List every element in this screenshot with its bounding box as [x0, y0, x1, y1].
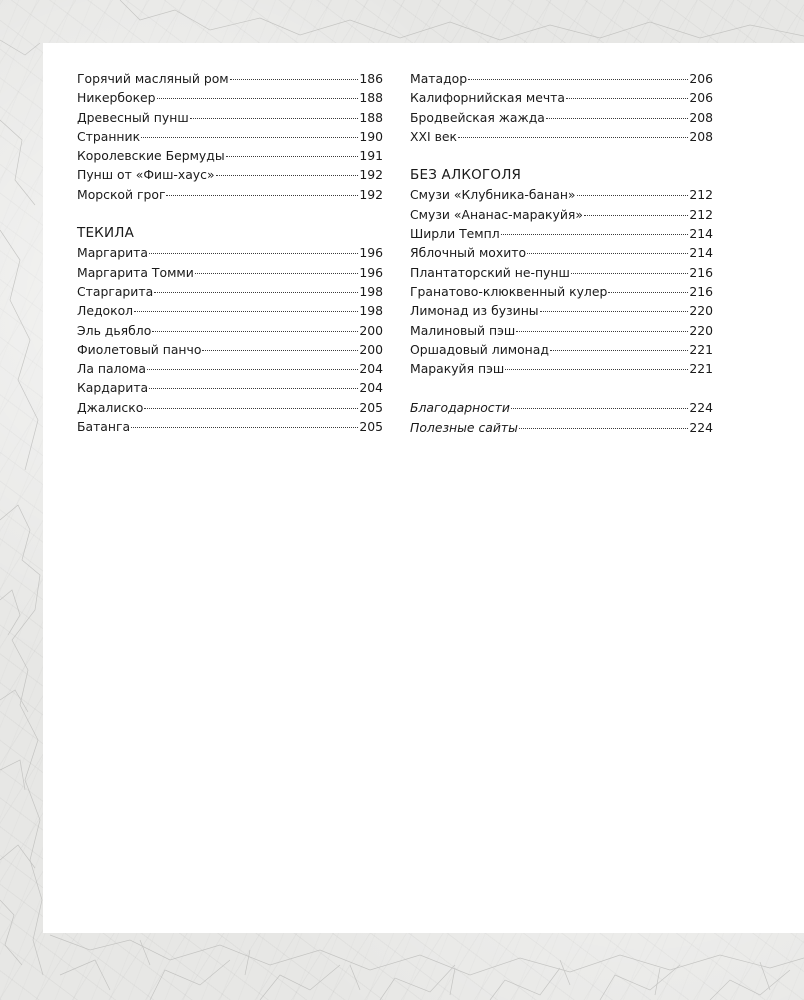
toc-entry: [77, 88, 383, 107]
toc-section-back-matter: [410, 398, 713, 437]
toc-entry-title: Морской грог: [77, 186, 166, 202]
toc-entry: [410, 282, 713, 301]
section-heading: ТЕКИЛА: [77, 225, 135, 242]
toc-entry-title: Фиолетовый панчо: [77, 341, 202, 357]
toc-entry-page: 206: [689, 71, 713, 86]
toc-entry: [77, 243, 383, 262]
dot-leader: [608, 292, 688, 293]
toc-entry-page: 220: [689, 322, 713, 338]
toc-entry: [410, 263, 713, 282]
toc-entry: [77, 378, 383, 397]
dot-leader: [157, 98, 359, 99]
toc-entry: [410, 224, 713, 243]
toc-entry-page: 204: [359, 380, 383, 396]
toc-entry-title: Древесный пунш: [77, 109, 189, 125]
dot-leader: [566, 98, 688, 99]
dot-leader: [571, 273, 689, 274]
toc-entry-title: Гранатово-клюквенный кулер: [410, 283, 608, 299]
toc-entry-title: Эль дьябло: [77, 322, 152, 338]
toc-entry-page: 204: [359, 361, 383, 377]
toc-entry-title: Смузи «Клубника-банан»: [410, 187, 576, 203]
toc-entry: [410, 301, 713, 320]
toc-entry-title: Малиновый пэш: [410, 322, 516, 338]
dot-leader: [147, 369, 358, 370]
toc-section-tequila: [77, 224, 383, 436]
toc-entry-title: Оршадовый лимонад: [410, 341, 549, 357]
toc-entry-title: Благодарности: [410, 400, 510, 416]
toc-entry-title: Калифорнийская мечта: [410, 90, 565, 106]
toc-entry-page: 192: [359, 186, 383, 202]
toc-section-tequila-continued: [410, 69, 713, 146]
toc-entry-page: 188: [359, 90, 383, 106]
toc-entry: [77, 282, 383, 301]
toc-entry-title: Маракуйя пэш: [410, 361, 505, 377]
toc-entry-page: 216: [689, 264, 713, 280]
toc-entry: [410, 127, 713, 146]
toc-entry: [410, 243, 713, 262]
toc-entry: [410, 88, 713, 107]
toc-entry: [77, 398, 383, 417]
toc-entry-title: Ледокол: [77, 303, 134, 319]
dot-leader: [149, 388, 358, 389]
dot-leader: [540, 311, 689, 312]
toc-entry: [77, 185, 383, 204]
toc-entry-page: 208: [689, 109, 713, 125]
toc-entry: [410, 69, 713, 88]
toc-entry: [77, 146, 383, 165]
toc-entry-page: 191: [359, 148, 383, 164]
toc-entry-title: XXI век: [410, 128, 457, 144]
dot-leader: [202, 350, 358, 351]
book-page: [43, 43, 804, 933]
toc-entry-page: 224: [689, 400, 713, 416]
toc-entry-page: 200: [359, 322, 383, 338]
toc-entry-title: Никербокер: [77, 90, 156, 106]
toc-entry-title: Ширли Темпл: [410, 226, 500, 242]
toc-entry-page: 216: [689, 283, 713, 299]
toc-entry: [77, 127, 383, 146]
dot-leader: [550, 350, 688, 351]
dot-leader: [226, 156, 359, 157]
toc-section-rum-continued: [77, 69, 383, 204]
toc-entry: [77, 417, 383, 436]
toc-entry-title: Пунш от «Фиш-хаус»: [77, 167, 215, 183]
toc-entry-page: 221: [689, 361, 713, 377]
toc-entry: [77, 263, 383, 282]
toc-entry-page: 205: [359, 399, 383, 415]
dot-leader: [166, 195, 358, 196]
dot-leader: [230, 79, 359, 80]
dot-leader: [195, 273, 359, 274]
toc-entry-page: 200: [359, 341, 383, 357]
dot-leader: [511, 408, 688, 409]
toc-entry-page: 212: [689, 206, 713, 222]
toc-entry: [410, 418, 713, 437]
dot-leader: [144, 408, 358, 409]
toc-right-column: [410, 69, 713, 437]
dot-leader: [546, 118, 688, 119]
toc-entry-title: Плантаторский не-пунш: [410, 264, 570, 280]
dot-leader: [141, 137, 358, 138]
toc-entry: [77, 108, 383, 127]
dot-leader: [458, 137, 688, 138]
toc-entry-title: Матадор: [410, 71, 468, 86]
dot-leader: [577, 195, 689, 196]
dot-leader: [519, 428, 688, 429]
dot-leader: [149, 253, 358, 254]
toc-entry: [77, 165, 383, 184]
toc-entry-page: 214: [689, 245, 713, 261]
toc-entry-title: Джалиско: [77, 399, 144, 415]
toc-entry-title: Яблочный мохито: [410, 245, 527, 261]
dot-leader: [468, 79, 688, 80]
toc-entry: [410, 359, 713, 378]
dot-leader: [501, 234, 689, 235]
toc-entry-page: 190: [359, 128, 383, 144]
dot-leader: [154, 292, 358, 293]
toc-entry: [410, 185, 713, 204]
toc-entry: [77, 359, 383, 378]
toc-entry-title: Странник: [77, 128, 141, 144]
dot-leader: [516, 331, 688, 332]
toc-entry-title: Маргарита: [77, 245, 148, 261]
toc-entry-title: Полезные сайты: [410, 419, 518, 435]
toc-entry: [410, 321, 713, 340]
toc-entry: [410, 108, 713, 127]
toc-entry-title: Королевские Бермуды: [77, 148, 225, 164]
dot-leader: [527, 253, 688, 254]
toc-left-column: [77, 69, 383, 436]
toc-entry-page: 224: [689, 419, 713, 435]
toc-entry: [77, 301, 383, 320]
toc-entry: [410, 398, 713, 417]
toc-entry-title: Старгарита: [77, 283, 154, 299]
dot-leader: [131, 427, 358, 428]
dot-leader: [584, 215, 688, 216]
toc-entry-page: 205: [359, 419, 383, 435]
toc-entry: [77, 340, 383, 359]
toc-entry-title: Лимонад из бузины: [410, 303, 539, 319]
toc-section-non-alcoholic: [410, 166, 713, 378]
toc-entry: [410, 205, 713, 224]
toc-entry-page: 206: [689, 90, 713, 106]
toc-entry-page: 212: [689, 187, 713, 203]
dot-leader: [190, 118, 359, 119]
dot-leader: [505, 369, 688, 370]
toc-entry-page: 198: [359, 283, 383, 299]
toc-entry-title: Батанга: [77, 419, 131, 435]
toc-entry: [410, 340, 713, 359]
toc-entry-title: Горячий масляный ром: [77, 71, 229, 86]
toc-entry-page: 214: [689, 226, 713, 242]
toc-entry: [77, 321, 383, 340]
toc-entry-page: 208: [689, 128, 713, 144]
toc-entry-page: 192: [359, 167, 383, 183]
section-heading: БЕЗ АЛКОГОЛЯ: [410, 167, 522, 184]
toc-entry-page: 186: [359, 71, 383, 86]
dot-leader: [216, 175, 359, 176]
dot-leader: [134, 311, 358, 312]
toc-entry-page: 198: [359, 303, 383, 319]
toc-entry-page: 196: [359, 264, 383, 280]
toc-entry-page: 196: [359, 245, 383, 261]
toc-entry: [77, 69, 383, 88]
toc-entry-title: Кардарита: [77, 380, 149, 396]
toc-entry-title: Смузи «Ананас-маракуйя»: [410, 206, 583, 222]
toc-entry-title: Бродвейская жажда: [410, 109, 545, 125]
dot-leader: [152, 331, 358, 332]
toc-entry-page: 220: [689, 303, 713, 319]
toc-entry-title: Маргарита Томми: [77, 264, 194, 280]
toc-entry-page: 188: [359, 109, 383, 125]
toc-entry-page: 221: [689, 341, 713, 357]
toc-entry-title: Ла палома: [77, 361, 146, 377]
